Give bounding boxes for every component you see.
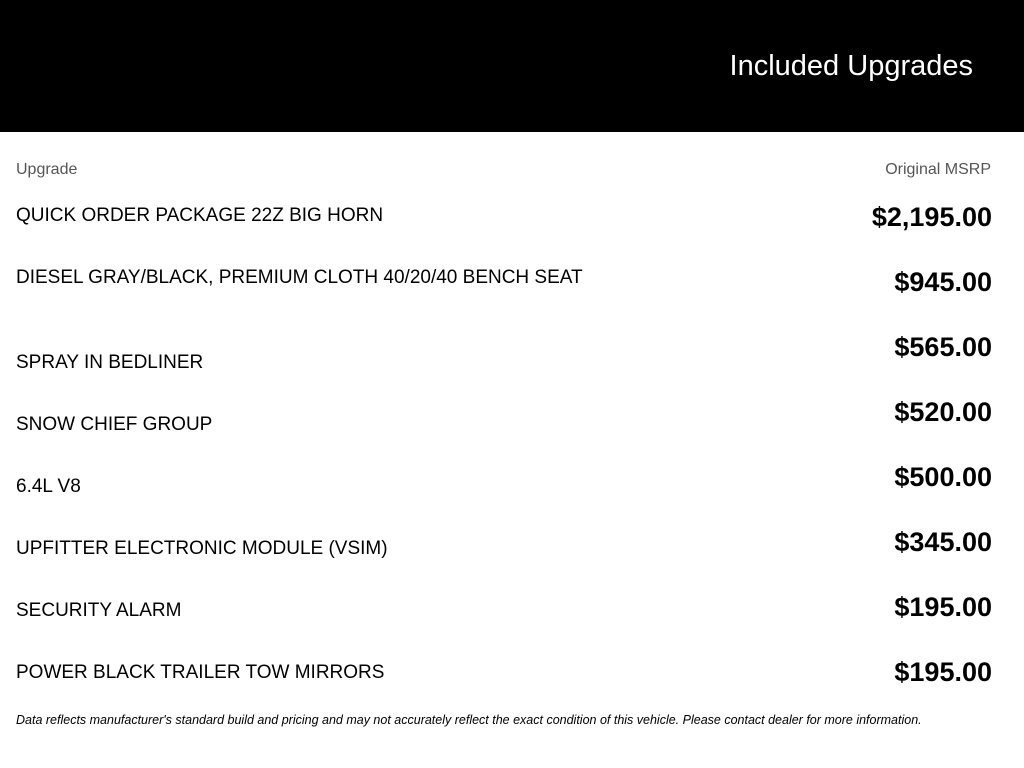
upgrade-name: POWER BLACK TRAILER TOW MIRRORS <box>16 662 385 683</box>
upgrade-price: $195.00 <box>894 657 992 687</box>
upgrade-price: $2,195.00 <box>871 202 992 232</box>
disclaimer-text: Data reflects manufacturer's standard build and pricing and may not accurately reflect the exact condition of this vehicle. Please contact dealer for more information. <box>16 713 922 727</box>
upgrade-column-header: Upgrade <box>16 161 78 178</box>
page-title: Included Upgrades <box>729 50 973 82</box>
upgrade-price: $520.00 <box>894 397 992 427</box>
upgrade-name: DIESEL GRAY/BLACK, PREMIUM CLOTH 40/20/40 BENCH SEAT <box>16 267 583 288</box>
upgrade-price: $345.00 <box>894 527 992 557</box>
upgrade-name: 6.4L V8 <box>16 476 81 497</box>
upgrade-name: SECURITY ALARM <box>16 600 182 621</box>
upgrade-name: SPRAY IN BEDLINER <box>16 352 204 373</box>
upgrade-name: SNOW CHIEF GROUP <box>16 414 213 435</box>
msrp-column-header: Original MSRP <box>885 161 991 178</box>
upgrade-price: $565.00 <box>894 332 992 362</box>
upgrade-price: $500.00 <box>894 462 992 492</box>
upgrade-name: UPFITTER ELECTRONIC MODULE (VSIM) <box>16 538 388 559</box>
upgrade-price: $945.00 <box>894 267 992 297</box>
upgrade-price: $195.00 <box>894 592 992 622</box>
upgrade-name: QUICK ORDER PACKAGE 22Z BIG HORN <box>16 205 384 226</box>
header-banner <box>0 0 1024 132</box>
